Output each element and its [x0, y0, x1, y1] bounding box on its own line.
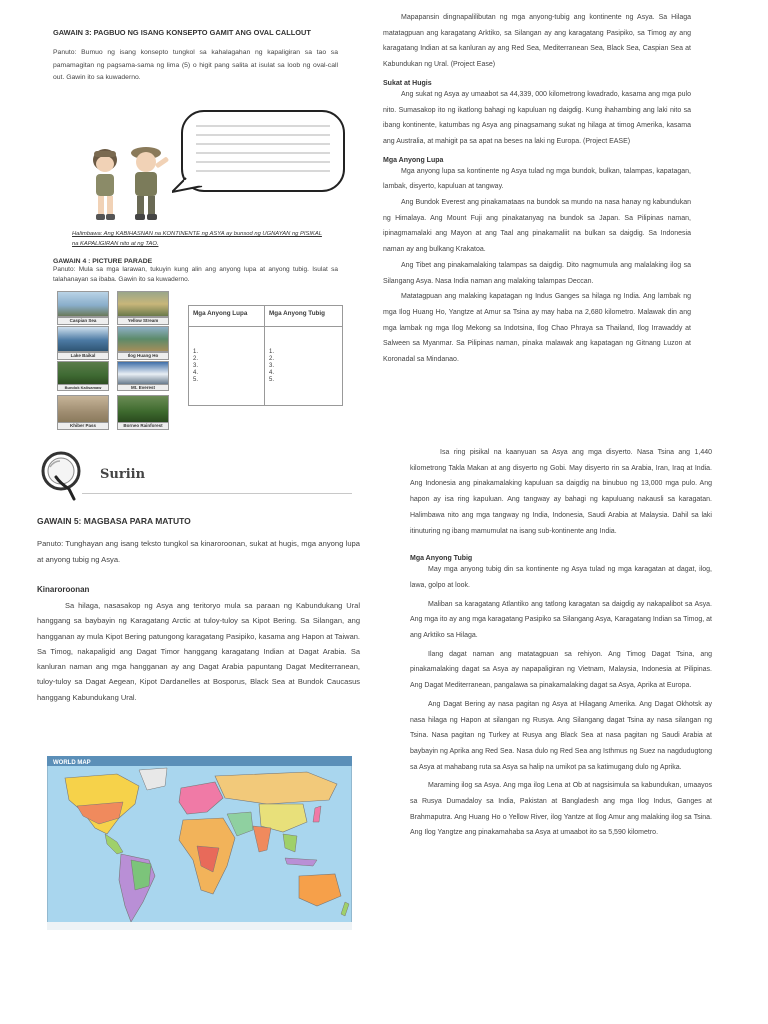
lupa-p3: Ang Tibet ang pinakamalaking talampas sa daigdig. Dito nagmumula ang malalaking ilog sa Silangang Asya. Nasa India naman ang malaking talampas Deccan.: [383, 261, 691, 285]
tubig-p2: Maliban sa karagatang Atlantiko ang tatlong karagatan sa daigdig ay nakapalibot sa Asya. Ang mga ito ay ang mga karagatang Pasipiko sa Silangang Asya, Karagatang Indian sa Timog, at ang Arktiko sa Hilaga.: [410, 600, 712, 640]
gawain5-instructions: Panuto: Tunghayan ang isang teksto tungkol sa kinaroroonan, sukat at hugis, mga anyong lupa at anyong tubig ng Asya.: [37, 539, 360, 564]
picture-label: Borneo Rainforest: [117, 422, 169, 430]
number-label: 4.: [269, 370, 275, 376]
table-header-tubig: Mga Anyong Tubig: [265, 306, 343, 327]
picture-everest: [117, 361, 169, 385]
sukat-text: Ang sukat ng Asya ay umaabot sa 44,339, 000 kilometrong kwadrado, kasama ang mga pulo nito. Sumasakop ito ng ikatlong bahagi ng kapuluan ng daigdig. Kung ihahambing ang laki nito sa ibang kontinente, katumbas ng Asya ang pinagsamang sukat ng hilaga at timog Amerika, kasama ang Australia, at mahigit pa sa apat na beses na laki ng Europa. (Project EASE): [383, 90, 691, 145]
oval-callout: [172, 108, 348, 200]
number-label: 3.: [269, 363, 275, 369]
tubig-p1: May mga anyong tubig din sa kontinente ng Asya tulad ng mga karagatan at dagat, ilog, lawa, golpo at look.: [410, 566, 712, 589]
suriin-section: [37, 516, 360, 705]
lupa-heading: Mga Anyong Lupa: [383, 156, 444, 164]
picture-label: Bundok Kalisamaw: [57, 384, 109, 391]
asia-water-intro: Mapapansin dingnapalilibutan ng mga anyong-tubig ang kontinente ng Asya. Sa Hilaga matatagpuan ang karagatang Arktiko, sa Silangan ay ang karagatang Pasipiko, sa Timog ay ang karagatang Indian at sa kanluran ay ang Red Sea, Mediterranean Sea, Black Sea, Caspian Sea at Kabundukan ng Ural. (Project Ease): [383, 14, 691, 69]
picture-borneo: [117, 395, 169, 423]
table-cell-tubig: [265, 327, 343, 406]
picture-label: Yellow Stream: [117, 317, 169, 325]
gawain3-section: [53, 28, 338, 85]
picture-label: Caspian Sea: [57, 317, 109, 325]
gawain4-title: GAWAIN 4 : PICTURE PARADE: [53, 258, 153, 265]
halimbawa-text: Halimbawa: Ang KABIHASNAN na KONTINENTE ng ASYA ay bunsod ng UGNAYAN ng PISIKAL na KAPALIGIRAN nito at ng TAO.: [72, 231, 322, 247]
number-label: 4.: [193, 370, 199, 376]
sukat-heading: Sukat at Hugis: [383, 79, 432, 87]
number-label: 2.: [193, 356, 199, 362]
lupa-p1: Mga anyong lupa sa kontinente ng Asya tulad ng mga bundok, bulkan, talampas, kapatagan, lambak, disyerto, kapuluan at tangway.: [383, 167, 691, 191]
tubig-p5: Maraming ilog sa Asya. Ang mga ilog Lena at Ob at nagsisimula sa kabundukan, umaayos sa Rusya Dumadaloy sa India, Pakistan at Bangladesh ang mga Ilog Indus, Ganges at Brahmaputra. Ang Huang Ho o Yellow River, ilog Yantze at Ilog Amur ang malaking ilog sa Tsina. Ang Ilog Yangtze ang pinakamahaba sa Asya at umaabot ito sa 5,590 kilometro.: [410, 782, 712, 837]
girl-figure: [93, 149, 117, 220]
suriin-title: Suriin: [100, 467, 146, 482]
picture-lake-baikal: [57, 326, 109, 352]
answer-table: [188, 305, 343, 406]
picture-label: Khiber Pass: [57, 422, 109, 430]
lupa-p2: Ang Bundok Everest ang pinakamataas na bundok sa mundo na nasa hanay ng kabundukan ng Himalaya. Ang Mount Fuji ang pinakatanyag na bundok sa Japan. Sa Pilipinas naman, ipinagmamalaki ang Mayon at ang Taal ang pinakamaliit na bulkan sa daigdig. Sa Indonesia naman ay ang bulkang Krakatoa.: [383, 199, 691, 254]
magnifier-icon: [36, 449, 86, 505]
right-bottom-column: [410, 445, 712, 841]
table-header-lupa: Mga Anyong Lupa: [189, 306, 265, 327]
map-label: WORLD MAP: [53, 760, 91, 766]
picture-bundok: [57, 361, 109, 385]
table-cell-lupa: [189, 327, 265, 406]
picture-khiber-pass: [57, 395, 109, 423]
picture-label: Mt. Everest: [117, 384, 169, 391]
gawain4-instructions: Panuto: Mula sa mga larawan, tukuyin kung alin ang anyong lupa at anyong tubig. Isulat sa talahanayan sa ibaba. Gawin ito sa kuwaderno.: [53, 266, 338, 284]
picture-grid: [57, 291, 171, 431]
number-label: 3.: [193, 363, 199, 369]
russia: [215, 772, 337, 804]
tubig-heading: Mga Anyong Tubig: [410, 555, 473, 563]
number-label: 1.: [269, 349, 275, 355]
suriin-divider: [82, 493, 352, 494]
boy-figure: [131, 147, 169, 220]
tubig-p3: Ilang dagat naman ang matatagpuan sa rehiyon. Ang Timog Dagat Tsina, ang pinakamalaking dagat sa Asya ay napapaligiran ng Vietnam, Malaysia, Indonesia at Pilipinas. Ang Dagat Mediterranean, pangalawa sa pinakamalaking dagat sa Asya, Aprika at Europa.: [410, 650, 712, 690]
tubig-p4: Ang Dagat Bering ay nasa pagitan ng Asya at Hilagang Amerika. Ang Dagat Okhotsk ay nasa hilaga ng Hapon at silangan ng Rusya. Ang Silangang dagat Tsina ay nasa silangan ng Tsina. Nasa pagitan ng Turkey at Rusya ang Black Sea at nasa pagitan ng Saudi Arabia at baybayin ng Aprika ang Red Sea. Nasa dulo ng Red Sea ang Isthmus ng Suez na nagdudugtong sa Asya at mahabang ruta sa Asya sa halip na umikot pa sa katimugang dulo ng Aprika.: [410, 700, 712, 771]
world-map: [47, 756, 352, 930]
picture-huang-ho: [117, 326, 169, 352]
number-label: 5.: [193, 377, 199, 383]
disyerto-text: Isa ring pisikal na kaanyuan sa Asya ang mga disyerto. Nasa Tsina ang 1,440 kilometrong Takla Makan at ang disyerto ng Gobi. May disyerto rin sa Arabia, Iran, Iraq at India. Ang Indonesia ang pinakamalaking kapuluan sa daigdig na binubuo ng 13,000 mga pulo. Ang hapon ay isa ring kapuluan. Ang tangway ay bahagi ng kapuluang nakausli sa karagatan. Halimbawa nito ang mga tangway ng India, Indonesia, Saudi Arabia at Malaysia. Dahil sa laki itinuturing ng ibang mamumulat na isang sub-kontinente ang India.: [410, 449, 712, 535]
number-label: 1.: [193, 349, 199, 355]
lupa-p4: Matatagpuan ang malaking kapatagan ng Indus Ganges sa hilaga ng India. Ang lambak ng mga Ilog Huang Ho, Yangtze at Amur sa Tsina ay may haba na 2,680 kilometro. Malawak din ang mga lambak ng mga Ilog Mekong sa Indotsina, Ilog Chao Phraya sa Thailand, Ilog Irrawaddy at Salween sa Myanmar. Sa Pilipinas naman, pinaka malawak ang kapatagan ng Gitnang Luzon at Koronadal sa Mindanao.: [383, 293, 691, 364]
gawain3-title: GAWAIN 3: PAGBUO NG ISANG KONSEPTO GAMIT ANG OVAL CALLOUT: [53, 28, 311, 37]
number-label: 5.: [269, 377, 275, 383]
kinaroroonan-text: Sa hilaga, nasasakop ng Asya ang teritoryo mula sa paraan ng Kabundukang Ural hanggang sa baybayin ng Karagatang Arctic at tuloy-tuloy sa Kipot Bering. Sa Silangan, ang hangganan ay mula Kipot Bering patungong karagatang Pasipiko, kasama ang Hapon at Taiwan. Sa Timog, nakapaligid ang Dagat Timor hanggang karagatang Indian at Dagat Arabia. Sa kanluran naman ang mga hangganan ay ang Dagat Arabia papuntang Dagat Mediterranean, tuloy-tuloy sa Dagat Aegean, Kipot Dardanelles at Bosporus, Black Sea at Bundok Caucasus hanggang Kabundukang Ural.: [37, 601, 360, 702]
gawain4-section: [53, 258, 338, 286]
right-top-column: [383, 10, 691, 368]
gawain3-instructions: Panuto: Bumuo ng isang konsepto tungkol sa kahalagahan ng kapaligiran sa tao sa pamamagitan ng pagsama-sama ng lima (5) o higit pang salita at isulat sa loob ng oval-call out. Gawin ito sa kuwaderno.: [53, 49, 338, 82]
kinaroroonan-heading: Kinaroroonan: [37, 585, 90, 594]
picture-label: Ilog Huang Ho: [117, 352, 169, 360]
gawain5-title: GAWAIN 5: MAGBASA PARA MATUTO: [37, 516, 191, 526]
picture-caspian-sea: [57, 291, 109, 317]
picture-label: Lake Baikal: [57, 352, 109, 360]
number-label: 2.: [269, 356, 275, 362]
picture-yellow-stream: [117, 291, 169, 317]
